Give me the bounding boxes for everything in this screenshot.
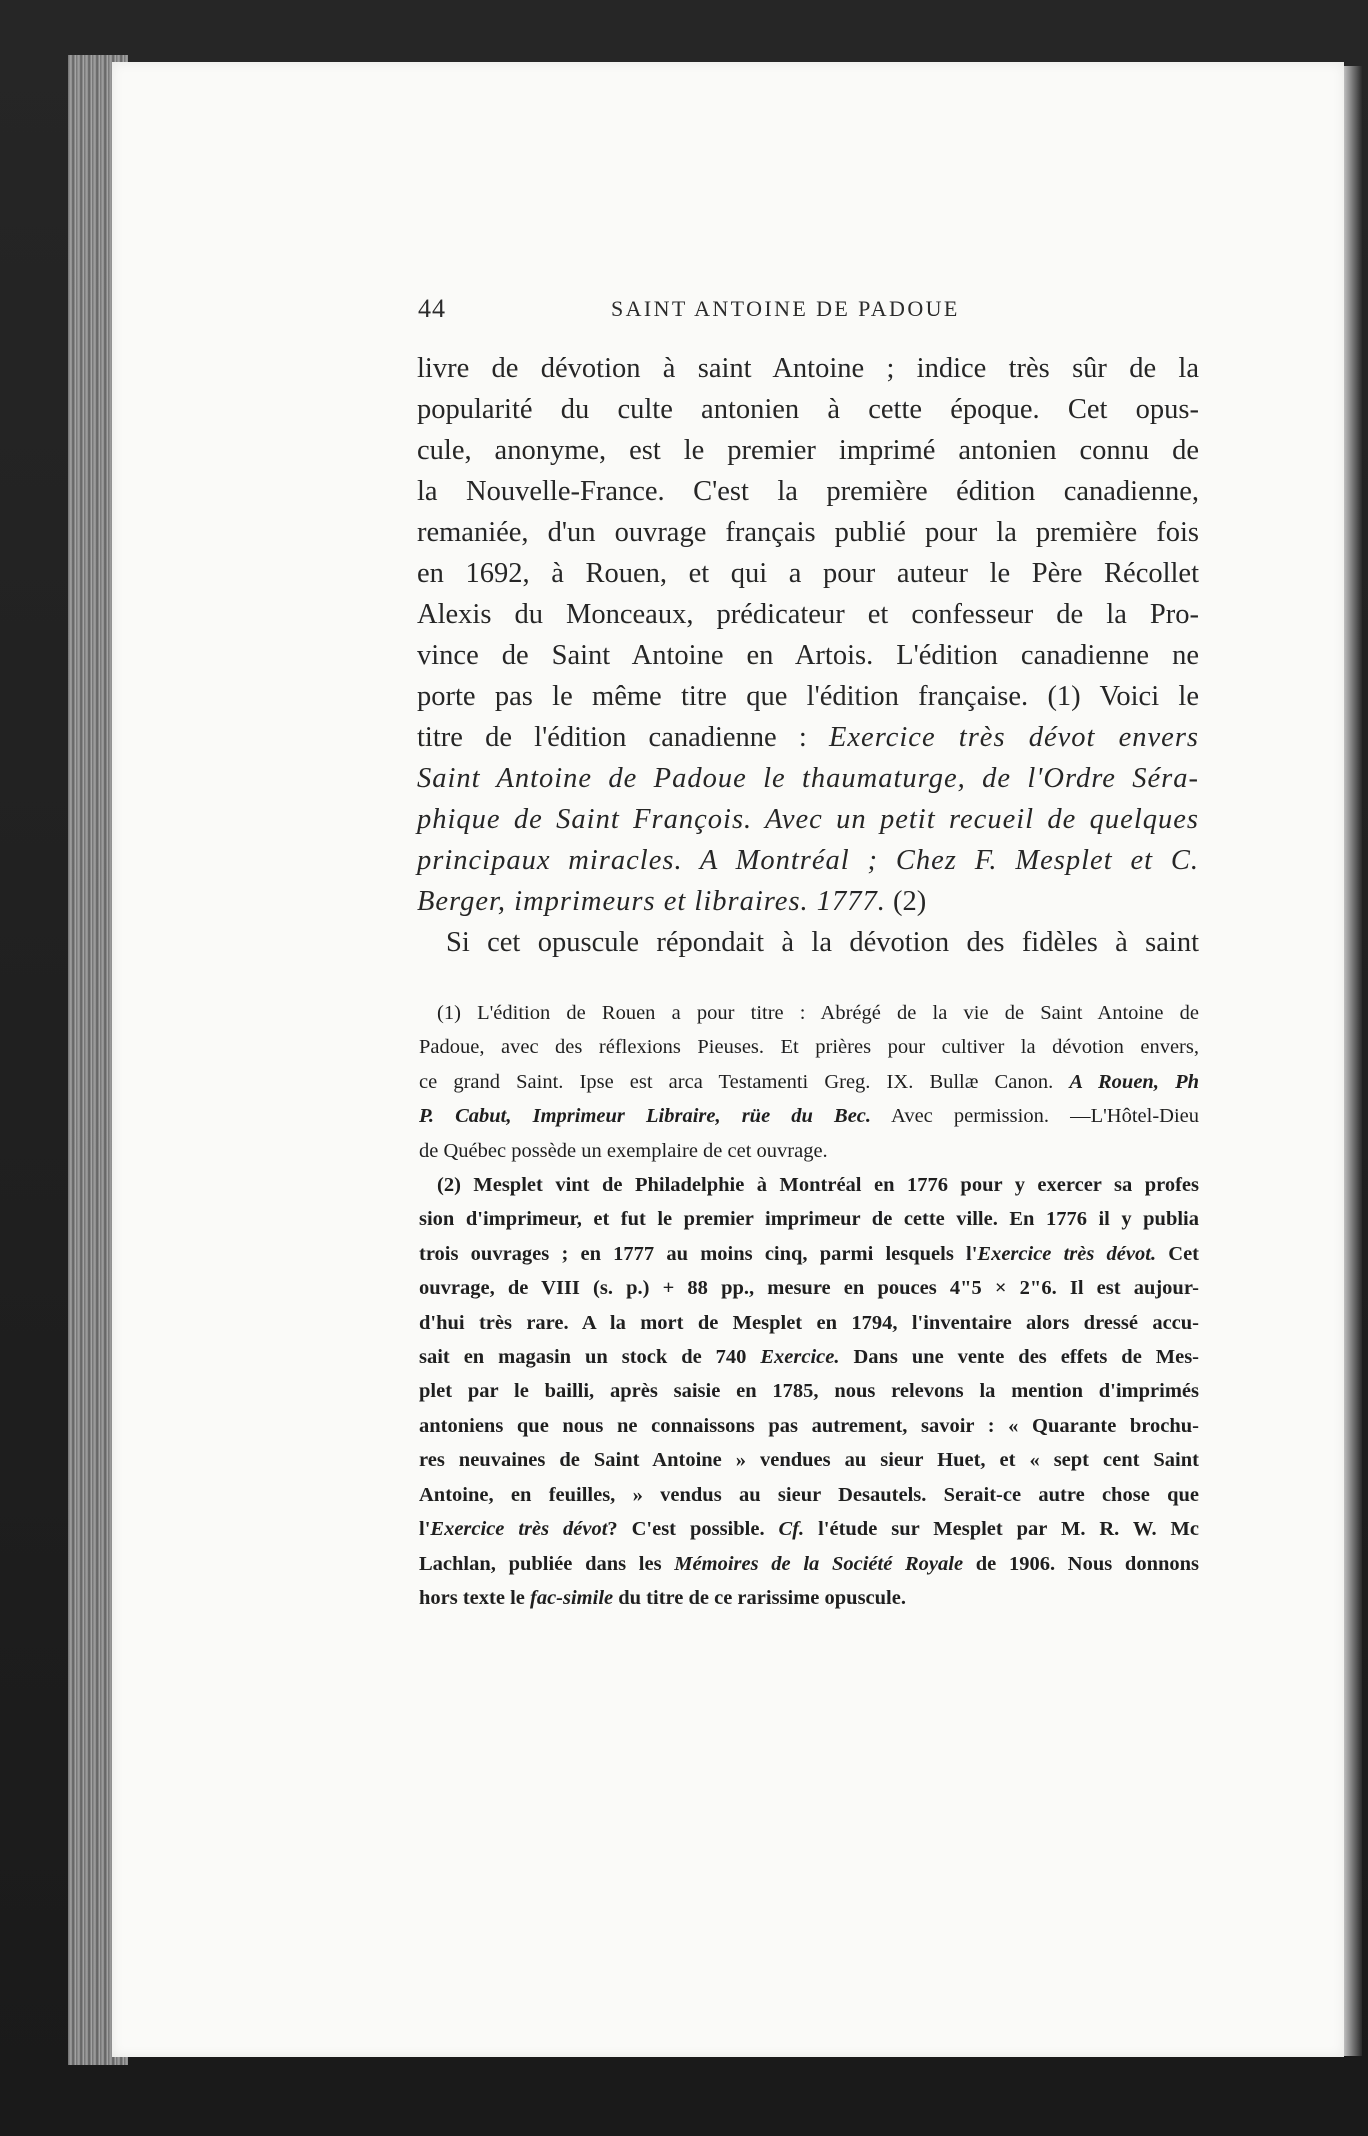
footnote-line: plet par le bailli, après saisie en 1785, nous relevons la mention d'imprimés [419, 1380, 1199, 1403]
body-text-segment: titre de l'édition canadienne : [417, 722, 807, 753]
footnotes [419, 996, 1199, 1615]
footnote-text: l'étude sur Mesplet par M. R. W. Mc [818, 1518, 1200, 1541]
footnote-line [419, 1099, 1199, 1133]
footnote-text: Dans une vente des effets de Mes- [853, 1346, 1200, 1369]
footnote-line [419, 1065, 1199, 1099]
footnote-line: de Québec possède un exemplaire de cet ouvrage. [419, 1139, 828, 1162]
book-title-italic: Exercice très dévot envers [829, 722, 1199, 753]
footnote-line: antoniens que nous ne connaissons pas autrement, savoir : « Quarante brochu- [419, 1414, 1199, 1437]
footnote-italic: fac-simile [530, 1586, 614, 1609]
footnote-italic: P. Cabut, Imprimeur Libraire, rüe du Bec. [419, 1105, 872, 1128]
footnote-line: Antoine, en feuilles, » vendus au sieur Desautels. Serait-ce autre chose que [419, 1483, 1199, 1506]
body-line [417, 717, 1199, 758]
body-line: la Nouvelle-France. C'est la première édition canadienne, [417, 476, 1199, 507]
footnote-text: de 1906. Nous donnons [975, 1552, 1200, 1575]
footnote-line [419, 1547, 1199, 1581]
footnote-text: sait en magasin un stock de 740 [419, 1346, 747, 1369]
body-line: Si cet opuscule répondait à la dévotion des fidèles à saint [446, 927, 1199, 958]
running-title: SAINT ANTOINE DE PADOUE [611, 296, 960, 321]
body-line [417, 881, 1199, 922]
footnote-line: sion d'imprimeur, et fut le premier imprimeur de cette ville. En 1776 il y publia [419, 1208, 1199, 1231]
footnote-line: res neuvaines de Saint Antoine » vendues au sieur Huet, et « sept cent Saint [419, 1449, 1199, 1472]
footnote-line: (1) L'édition de Rouen a pour titre : Abrégé de la vie de Saint Antoine de [437, 1002, 1199, 1024]
footnote-line: d'hui très rare. A la mort de Mesplet en 1794, l'inventaire alors dressé accu- [419, 1311, 1199, 1334]
footnote-text: ce grand Saint. Ipse est arca Testamenti Greg. IX. Bullæ Canon. [419, 1070, 1054, 1093]
page-number: 44 [418, 294, 446, 323]
footnote-italic: Exercice très dévot [430, 1518, 608, 1541]
book-title-italic: principaux miracles. A Montréal ; Chez F. Mesplet et C. [417, 845, 1199, 876]
page-header [418, 294, 978, 334]
footnote-line: Padoue, avec des réflexions Pieuses. Et prières pour cultiver la dévotion envers, [419, 1036, 1199, 1059]
footnote-italic: Exercice très dévot. [977, 1242, 1157, 1265]
footnote-ref: (2) [893, 886, 927, 917]
footnote-italic: Mémoires de la Société Royale [674, 1552, 964, 1575]
footnote-line [419, 1340, 1199, 1374]
body-paragraph [417, 348, 1199, 963]
body-line: remaniée, d'un ouvrage français publié pour la première fois [417, 517, 1199, 548]
body-line: livre de dévotion à saint Antoine ; indice très sûr de la [417, 353, 1199, 384]
book-title-italic: Berger, imprimeurs et libraires. 1777. [417, 886, 886, 917]
footnote-text: l' [419, 1518, 431, 1541]
page-shadow [1344, 66, 1362, 2056]
body-line: porte pas le même titre que l'édition française. (1) Voici le [417, 681, 1199, 712]
body-line: cule, anonyme, est le premier imprimé antonien connu de [417, 435, 1199, 466]
footnote-text: Cet [1168, 1242, 1200, 1265]
footnote-text: ? C'est possible. [607, 1518, 765, 1541]
body-line: Alexis du Monceaux, prédicateur et confesseur de la Pro- [417, 599, 1199, 630]
footnote-line [419, 1237, 1199, 1271]
footnote-text: trois ouvrages ; en 1777 au moins cinq, parmi lesquels l' [419, 1242, 978, 1265]
footnote-text: Avec permission. —L'Hôtel-Dieu [891, 1105, 1200, 1128]
footnote-text: Lachlan, publiée dans les [419, 1552, 662, 1575]
body-line: en 1692, à Rouen, et qui a pour auteur le Père Récollet [417, 558, 1199, 589]
footnote-line: ouvrage, de VIII (s. p.) + 88 pp., mesure en pouces 4"5 × 2"6. Il est aujour- [419, 1277, 1199, 1300]
book-title-italic: Saint Antoine de Padoue le thaumaturge, de l'Ordre Séra- [417, 763, 1199, 794]
book-title-italic: phique de Saint François. Avec un petit recueil de quelques [417, 804, 1199, 835]
footnote-line: (2) Mesplet vint de Philadelphie à Montréal en 1776 pour y exercer sa profes [437, 1174, 1199, 1197]
body-line: popularité du culte antonien à cette époque. Cet opus- [417, 394, 1199, 425]
footnote-italic: Exercice. [760, 1346, 840, 1369]
footnote-text: du titre de ce rarissime opuscule. [618, 1586, 906, 1609]
footnote-text: hors texte le [419, 1586, 525, 1609]
footnote-line [419, 1512, 1199, 1546]
footnote-italic: Cf. [778, 1518, 805, 1541]
body-line: vince de Saint Antoine en Artois. L'édition canadienne ne [417, 640, 1199, 671]
footnote-line [419, 1581, 1199, 1615]
footnote-italic: A Rouen, Ph [1069, 1070, 1199, 1093]
